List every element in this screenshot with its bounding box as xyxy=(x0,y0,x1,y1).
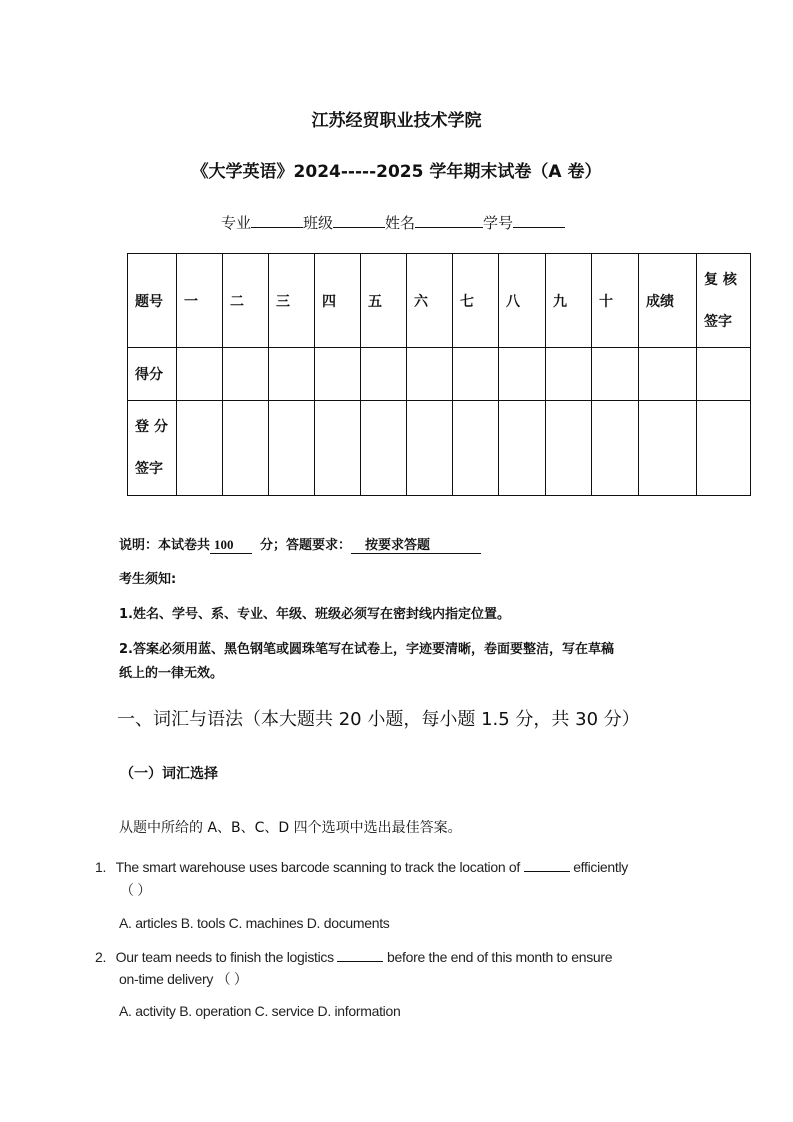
score-cell[interactable] xyxy=(315,348,361,401)
sign-cell[interactable] xyxy=(315,401,361,496)
notice-2: 2.答案必须用蓝、黑色钢笔或圆珠笔写在试卷上，字迹要清晰，卷面要整洁，写在草稿 xyxy=(119,642,614,657)
question-number: 1. xyxy=(95,859,107,875)
header-cell-review xyxy=(697,254,751,348)
header-cell: 四 xyxy=(315,254,361,348)
name-blank[interactable] xyxy=(415,213,483,228)
score-cell[interactable] xyxy=(407,348,453,401)
notice-2-cont: 纸上的一律无效。 xyxy=(119,666,224,681)
header-cell: 三 xyxy=(269,254,315,348)
question-1 xyxy=(95,859,628,875)
desc-mid: 分；答题要求： xyxy=(260,538,352,553)
table-row xyxy=(128,348,751,401)
answer-blank[interactable] xyxy=(524,859,570,872)
table-row xyxy=(128,401,751,496)
class-blank[interactable] xyxy=(333,213,385,228)
exam-title: 《大学英语》2024-----2025 学年期末试卷（A 卷） xyxy=(191,162,602,182)
score-cell[interactable] xyxy=(361,348,407,401)
table-row xyxy=(128,254,751,348)
score-cell[interactable] xyxy=(223,348,269,401)
register-sign-label: 签字 xyxy=(135,461,163,477)
header-cell: 十 xyxy=(592,254,639,348)
header-cell: 成绩 xyxy=(639,254,697,348)
sign-cell[interactable] xyxy=(639,401,697,496)
score-cell[interactable] xyxy=(592,348,639,401)
major-blank[interactable] xyxy=(251,213,303,228)
question-text-end: efficiently xyxy=(573,859,628,875)
score-cell[interactable] xyxy=(546,348,592,401)
question-text: Our team needs to finish the logistics xyxy=(115,949,334,965)
question-2-cont[interactable]: on-time delivery （ ） xyxy=(119,971,248,987)
sign-cell[interactable] xyxy=(177,401,223,496)
score-label-cell: 得分 xyxy=(128,348,177,401)
answer-requirement: 按要求答题 xyxy=(351,534,481,554)
section-title: 一、词汇与语法（本大题共 20 小题，每小题 1.5 分，共 30 分） xyxy=(117,709,640,730)
notice-1: 1.姓名、学号、系、专业、年级、班级必须写在密封线内指定位置。 xyxy=(119,607,510,622)
question-text: The smart warehouse uses barcode scanning to track the location of xyxy=(115,859,520,875)
score-cell[interactable] xyxy=(499,348,546,401)
question-options: A. articles B. tools C. machines D. documents xyxy=(119,915,390,931)
register-label-cell xyxy=(128,401,177,496)
student-info-line xyxy=(221,212,565,233)
score-cell[interactable] xyxy=(697,348,751,401)
school-name: 江苏经贸职业技术学院 xyxy=(311,111,482,131)
sign-cell[interactable] xyxy=(407,401,453,496)
header-cell: 五 xyxy=(361,254,407,348)
register-label: 登 分 xyxy=(135,419,168,435)
header-cell: 二 xyxy=(223,254,269,348)
label-student-id: 学号 xyxy=(483,214,514,232)
answer-blank[interactable] xyxy=(337,949,383,962)
question-number: 2. xyxy=(95,949,107,965)
section-direction: 从题中所给的 A、B、C、D 四个选项中选出最佳答案。 xyxy=(119,820,462,836)
sign-cell[interactable] xyxy=(223,401,269,496)
question-text-end: before the end of this month to ensure xyxy=(387,949,613,965)
sign-label: 签字 xyxy=(704,313,732,330)
exam-description xyxy=(119,534,481,554)
header-cell: 八 xyxy=(499,254,546,348)
total-score: 100 xyxy=(210,537,252,554)
label-name: 姓名 xyxy=(385,214,416,232)
sign-cell[interactable] xyxy=(499,401,546,496)
header-cell: 题号 xyxy=(128,254,177,348)
question-options: A. activity B. operation C. service D. information xyxy=(119,1003,401,1019)
sign-cell[interactable] xyxy=(269,401,315,496)
question-2 xyxy=(95,949,612,965)
subsection-title: （一）词汇选择 xyxy=(120,766,218,782)
score-cell[interactable] xyxy=(269,348,315,401)
score-table xyxy=(127,253,751,496)
header-cell: 一 xyxy=(177,254,223,348)
sign-cell[interactable] xyxy=(546,401,592,496)
student-id-blank[interactable] xyxy=(513,213,565,228)
sign-cell[interactable] xyxy=(361,401,407,496)
sign-cell[interactable] xyxy=(592,401,639,496)
label-major: 专业 xyxy=(221,214,252,232)
label-class: 班级 xyxy=(303,214,334,232)
sign-cell[interactable] xyxy=(697,401,751,496)
notice-title: 考生须知: xyxy=(119,572,177,587)
score-cell[interactable] xyxy=(639,348,697,401)
sign-cell[interactable] xyxy=(453,401,499,496)
review-label: 复 核 xyxy=(704,271,737,288)
score-cell[interactable] xyxy=(177,348,223,401)
header-cell: 七 xyxy=(453,254,499,348)
desc-prefix: 说明：本试卷共 xyxy=(119,538,211,553)
header-cell: 六 xyxy=(407,254,453,348)
answer-parentheses[interactable]: （ ） xyxy=(120,882,151,898)
score-cell[interactable] xyxy=(453,348,499,401)
header-cell: 九 xyxy=(546,254,592,348)
